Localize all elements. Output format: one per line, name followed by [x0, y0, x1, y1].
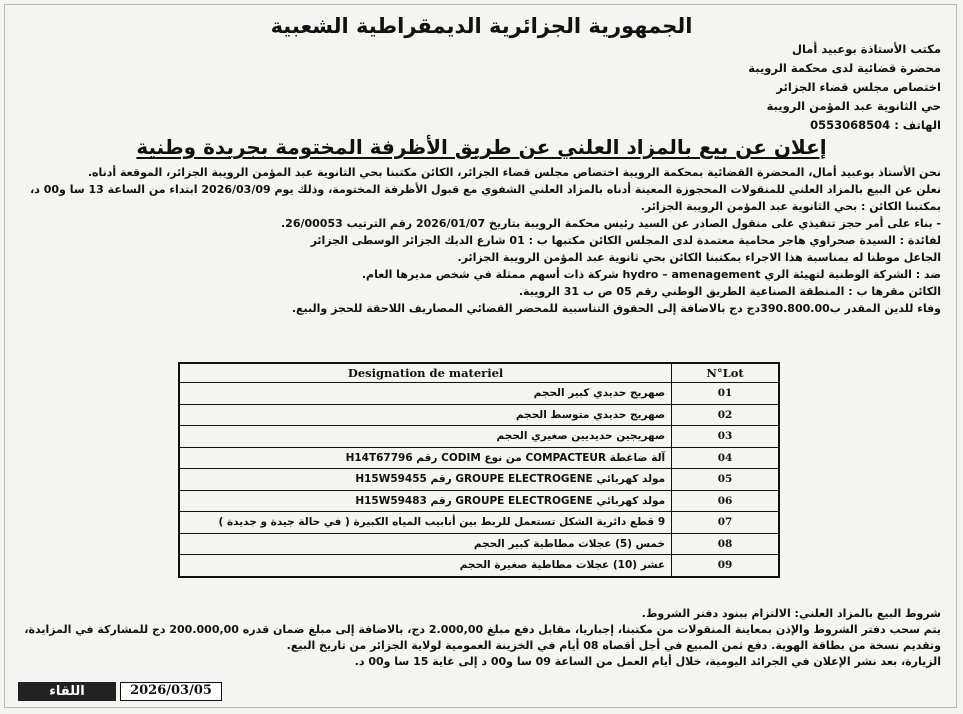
lot-cell: 03 — [672, 426, 779, 448]
lot-cell: 04 — [672, 447, 779, 469]
designation-cell: 9 قطع دائرية الشكل تستعمل للربط بين أنابيب المياه الكبيرة ( في حالة جيدة و جديدة ) — [179, 512, 672, 534]
body-paragraph: لفائدة : السيدة صحراوي هاجر محامية معتمدة لدى المجلس الكائن مكتبها ب : 01 شارع الديك الجزائر الوسطى الجزائر — [310, 234, 941, 247]
lot-cell: 01 — [672, 383, 779, 405]
designation-header: Designation de materiel — [179, 363, 672, 383]
newspaper-name: اللقاء — [18, 682, 116, 701]
office-line: محضرة قضائية لدى محكمة الرويبة — [748, 61, 941, 75]
table-row — [179, 426, 779, 448]
lot-cell: 07 — [672, 512, 779, 534]
table-row — [179, 404, 779, 426]
condition-line: يتم سحب دفتر الشروط والإذن بمعاينة المنقولات من مكتبنا، إجباريا، مقابل دفع مبلغ 2.000,00 دج، بالاضافة إلى مبلغ ضمان قدره 200.000,00 دج للمشاركة في المزايدة، وتقديم نسخة من بطاقة الهوية. دفع ثمن المبيع في أجل أقصاه 08 أيام في الخزينة العمومية لولاية الجزائر من تاريخ البيع. — [24, 623, 941, 652]
table-row — [179, 512, 779, 534]
table-row — [179, 447, 779, 469]
designation-cell: عشر (10) عجلات مطاطية صغيرة الحجم — [179, 555, 672, 577]
document-title: الجمهورية الجزائرية الديمقراطية الشعبية — [270, 14, 693, 38]
designation-cell: خمس (5) عجلات مطاطية كبير الحجم — [179, 533, 672, 555]
announcement-body — [18, 164, 941, 317]
body-paragraph: الجاعل موطنا له بمناسبة هذا الاجراء بمكتبنا الكائن بحي ثانوية عبد المؤمن الرويبة الجزائر. — [457, 251, 941, 264]
lot-cell: 05 — [672, 469, 779, 491]
designation-cell: صهريجين حديديين صغيري الحجم — [179, 426, 672, 448]
sale-conditions — [14, 606, 941, 670]
body-paragraph: ضد : الشركة الوطنية لتهيئة الري hydro – amenagement شركة ذات أسهم ممثلة في شخص مديرها العام. — [361, 268, 941, 281]
office-line: اختصاص مجلس قضاء الجزائر — [776, 80, 941, 94]
table-header-row — [179, 363, 779, 383]
lots-table — [178, 362, 780, 578]
body-paragraph: نعلن عن البيع بالمزاد العلني للمنقولات المحجوزة المعينة أدناه بالمزاد العلني الشفوي مع قبول الأظرفة المختومة، وذلك يوم 2026/03/09 ابتداء من الساعة 13 سا و00 د، بمكتبنا الكائن : بحي الثانوية عبد المؤمن الرويبة الجزائر. — [30, 183, 941, 213]
lot-cell: 02 — [672, 404, 779, 426]
condition-line: الزيارة، بعد نشر الإعلان في الجرائد اليومية، خلال أيام العمل من الساعة 09 سا و00 د إلى غاية 15 سا و00 د. — [354, 655, 941, 668]
table-row — [179, 490, 779, 512]
office-header — [641, 40, 941, 135]
designation-cell: مولد كهربائي GROUPE ELECTROGENE رقم H15W59483 — [179, 490, 672, 512]
lot-cell: 06 — [672, 490, 779, 512]
lot-header: N°Lot — [672, 363, 779, 383]
publication-footer — [18, 682, 222, 701]
designation-cell: صهريج حديدي كبير الحجم — [179, 383, 672, 405]
lot-cell: 08 — [672, 533, 779, 555]
office-line: مكتب الأستاذة بوعبيد أمال — [792, 42, 941, 56]
designation-cell: مولد كهربائي GROUPE ELECTROGENE رقم H15W59455 — [179, 469, 672, 491]
body-paragraph: - بناء على أمر حجز تنفيذي على منقول الصادر عن السيد رئيس محكمة الرويبة بتاريخ 2026/01/07 رقم الترتيب 26/00053. — [280, 217, 941, 230]
condition-line: شروط البيع بالمزاد العلني: الالتزام ببنود دفتر الشروط. — [641, 607, 941, 620]
designation-cell: آلة ضاغطة COMPACTEUR من نوع CODIM رقم H14T67796 — [179, 447, 672, 469]
office-phone: الهاتف : 0553068504 — [810, 118, 941, 132]
body-paragraph: وفاء للدين المقدر ب390.800.00دج دج بالاضافة إلى الحقوق التناسبية للمحضر القضائي المصاريف اللاحقة للحجز والبيع. — [291, 302, 941, 315]
table-row — [179, 383, 779, 405]
office-line: حي الثانوية عبد المؤمن الرويبة — [766, 99, 941, 113]
body-paragraph: الكائن مقرها ب : المنطقة الصناعية الطريق الوطني رقم 05 ص ب 31 الرويبة. — [518, 285, 941, 298]
table-row — [179, 533, 779, 555]
body-paragraph: نحن الأستاذ بوعبيد أمال، المحضرة القضائية بمحكمة الرويبة اختصاص مجلس قضاء الجزائر، الكائن مكتبنا بحي الثانوية عبد المؤمن الرويبة الجزائر، الموقعة أدناه. — [87, 166, 941, 179]
lot-cell: 09 — [672, 555, 779, 577]
table-row — [179, 469, 779, 491]
announcement-headline: إعلان عن بيع بالمزاد العلني عن طريق الأظرفة المختومة بجريدة وطنية — [136, 135, 827, 159]
table-row — [179, 555, 779, 577]
publication-date: 2026/03/05 — [120, 682, 222, 701]
designation-cell: صهريج حديدي متوسط الحجم — [179, 404, 672, 426]
